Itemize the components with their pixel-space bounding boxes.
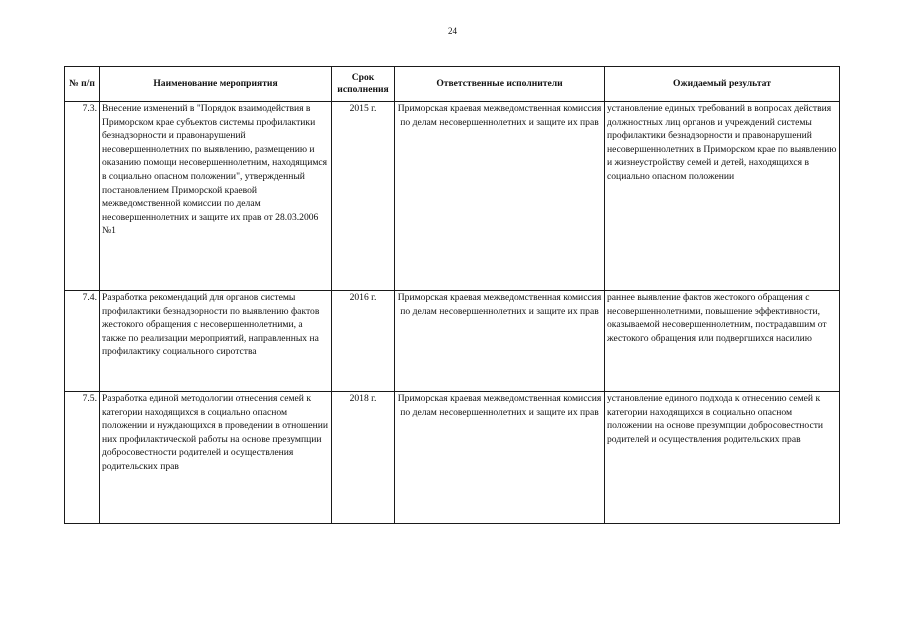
table-row xyxy=(65,392,840,524)
header-name: Наименование мероприятия xyxy=(100,67,332,102)
event-term: 2015 г. xyxy=(332,102,395,291)
row-number: 7.3. xyxy=(65,102,100,291)
event-responsible: Приморская краевая межведомственная комиссия по делам несовершеннолетних и защите их прав xyxy=(395,291,605,392)
table-row xyxy=(65,291,840,392)
header-num: № п/п xyxy=(65,67,100,102)
header-responsible: Ответственные исполнители xyxy=(395,67,605,102)
table-header-row xyxy=(65,67,840,102)
event-result: раннее выявление фактов жестокого обращения с несовершеннолетними, повышение эффективности, оказываемой несовершеннолетним, пострадавшим от жестокого обращения или подвергшихся насилию xyxy=(605,291,840,392)
event-name: Внесение изменений в "Порядок взаимодействия в Приморском крае субъектов системы профилактики безнадзорности и правонарушений несовершеннолетних по выявлению, размещению и оказанию помощи несовершеннолетним, находящимся в социально опасном положении", утвержденный постановлением Приморской краевой межведомственной комиссии по делам несовершеннолетних и защите их прав от 28.03.2006 №1 xyxy=(100,102,332,291)
action-plan-table xyxy=(64,66,840,524)
header-result: Ожидаемый результат xyxy=(605,67,840,102)
event-responsible: Приморская краевая межведомственная комиссия по делам несовершеннолетних и защите их прав xyxy=(395,392,605,524)
row-number: 7.5. xyxy=(65,392,100,524)
event-name: Разработка единой методологии отнесения семей к категории находящихся в социально опасном положении и нуждающихся в проведении в отношении них профилактической работы на основе презумпции добросовестности родителей и осуществления родительских прав xyxy=(100,392,332,524)
row-number: 7.4. xyxy=(65,291,100,392)
event-term: 2018 г. xyxy=(332,392,395,524)
table-row xyxy=(65,102,840,291)
event-term: 2016 г. xyxy=(332,291,395,392)
header-term: Срок исполнения xyxy=(332,67,395,102)
event-result: установление единых требований в вопросах действия должностных лиц органов и учреждений системы профилактики безнадзорности и правонарушений несовершеннолетних в Приморском крае по выявлению и жизнеустройству семей и детей, находящихся в социально опасном положении xyxy=(605,102,840,291)
event-result: установление единого подхода к отнесению семей к категории находящихся в социально опасном положении на основе презумпции добросовестности родителей и осуществления родительских прав xyxy=(605,392,840,524)
event-name: Разработка рекомендаций для органов системы профилактики безнадзорности по выявлению фактов жестокого обращения с несовершеннолетними, а также по реализации мероприятий, направленных на профилактику социального сиротства xyxy=(100,291,332,392)
page-number: 24 xyxy=(448,26,457,36)
event-responsible: Приморская краевая межведомственная комиссия по делам несовершеннолетних и защите их прав xyxy=(395,102,605,291)
